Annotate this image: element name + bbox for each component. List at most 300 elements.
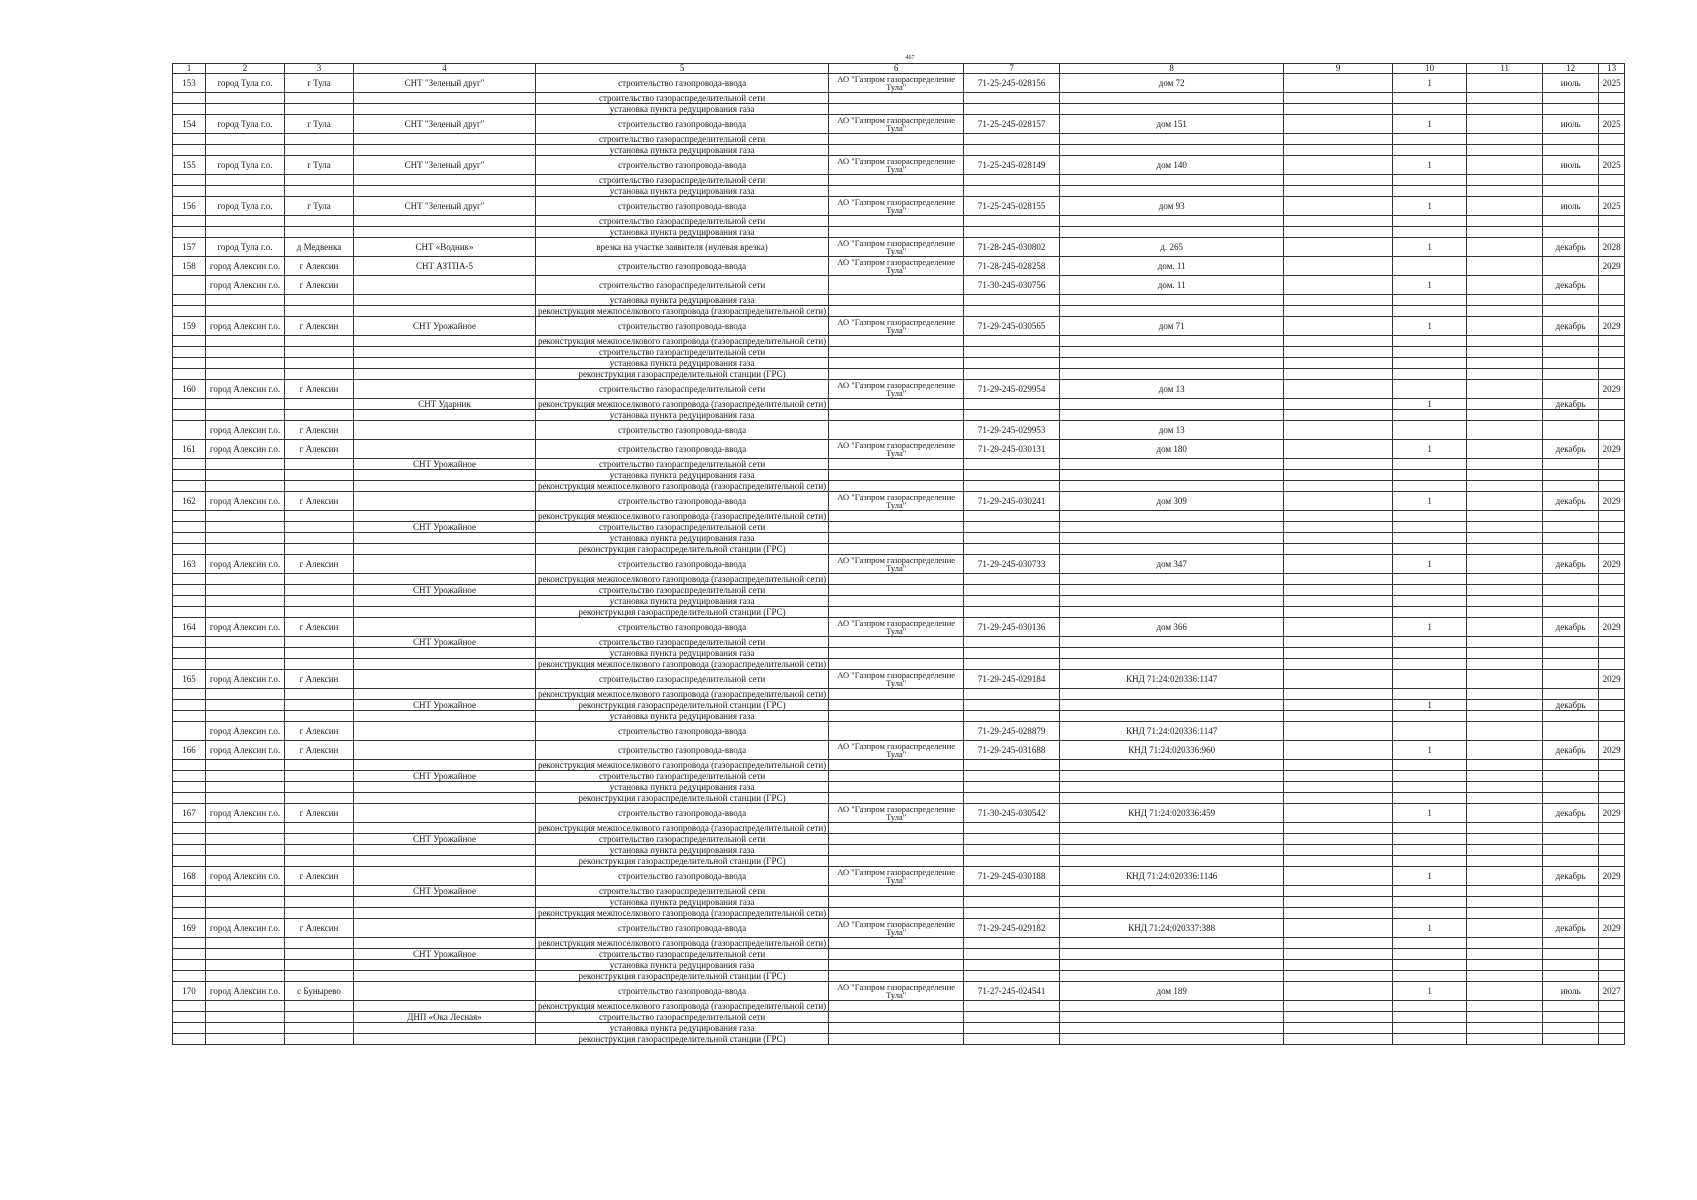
table-cell — [1284, 197, 1393, 216]
table-cell: 1 — [1393, 982, 1467, 1001]
table-cell — [1599, 908, 1625, 919]
table-cell — [1599, 971, 1625, 982]
table-row — [173, 544, 1625, 555]
table-cell — [1284, 648, 1393, 659]
table-cell — [1599, 358, 1625, 369]
table-cell — [1393, 908, 1467, 919]
table-cell — [354, 574, 536, 585]
table-cell: 2025 — [1599, 74, 1625, 93]
table-cell — [1467, 760, 1543, 771]
table-cell: 163 — [173, 555, 206, 574]
table-cell: АО "Газпром газораспределение Тула" — [829, 380, 964, 399]
table-cell — [1060, 596, 1284, 607]
table-cell: декабрь — [1543, 317, 1599, 336]
table-cell — [1543, 347, 1599, 358]
table-cell — [1060, 648, 1284, 659]
table-cell: 71-29-245-029953 — [964, 421, 1060, 440]
table-cell — [1467, 533, 1543, 544]
table-cell: 1 — [1393, 867, 1467, 886]
table-cell: КНД 71:24:020336:1147 — [1060, 722, 1284, 741]
table-cell: 71-28-245-028258 — [964, 257, 1060, 276]
table-cell — [285, 544, 354, 555]
table-cell — [206, 823, 285, 834]
table-cell: установка пункта редуцирования газа — [536, 358, 829, 369]
table-cell: СНТ Урожайное — [354, 834, 536, 845]
table-cell — [1284, 1001, 1393, 1012]
table-cell — [285, 470, 354, 481]
table-cell — [206, 511, 285, 522]
table-cell: г Алексин — [285, 492, 354, 511]
table-cell — [285, 1034, 354, 1045]
table-cell: реконструкция межпоселкового газопровода (газораспределительной сети) — [536, 659, 829, 670]
table-cell — [1284, 276, 1393, 295]
table-cell — [285, 845, 354, 856]
column-header: 12 — [1543, 64, 1599, 74]
table-cell — [1060, 295, 1284, 306]
table-cell — [1284, 845, 1393, 856]
table-cell — [1060, 711, 1284, 722]
table-cell — [1467, 1034, 1543, 1045]
table-cell: 1 — [1393, 238, 1467, 257]
table-cell — [285, 399, 354, 410]
table-cell — [285, 782, 354, 793]
table-cell — [1467, 596, 1543, 607]
table-cell: д Медвенка — [285, 238, 354, 257]
table-cell — [964, 1012, 1060, 1023]
table-cell — [354, 216, 536, 227]
table-cell — [1284, 186, 1393, 197]
table-row — [173, 347, 1625, 358]
table-cell — [1060, 938, 1284, 949]
table-cell — [829, 938, 964, 949]
table-cell — [1467, 607, 1543, 618]
table-cell: 1 — [1393, 74, 1467, 93]
table-cell — [173, 410, 206, 421]
table-cell — [1393, 659, 1467, 670]
table-cell — [206, 410, 285, 421]
table-cell — [285, 938, 354, 949]
table-cell — [1599, 93, 1625, 104]
table-cell — [173, 971, 206, 982]
table-cell: КНД 71:24:020336:1147 — [1060, 670, 1284, 689]
table-cell — [285, 585, 354, 596]
table-cell — [1393, 93, 1467, 104]
table-cell — [206, 216, 285, 227]
table-cell — [173, 596, 206, 607]
table-cell: строительство газораспределительной сети — [536, 771, 829, 782]
table-row — [173, 960, 1625, 971]
table-cell — [1543, 823, 1599, 834]
table-cell — [173, 949, 206, 960]
table-row — [173, 156, 1625, 175]
table-cell — [173, 897, 206, 908]
table-cell — [354, 369, 536, 380]
table-cell — [964, 216, 1060, 227]
table-cell: строительство газопровода-ввода — [536, 317, 829, 336]
table-cell — [1284, 938, 1393, 949]
table-cell — [173, 544, 206, 555]
table-cell — [829, 574, 964, 585]
table-cell — [354, 533, 536, 544]
table-cell: 153 — [173, 74, 206, 93]
table-cell — [285, 793, 354, 804]
table-cell: 1 — [1393, 440, 1467, 459]
table-cell — [1393, 459, 1467, 470]
table-cell — [1284, 216, 1393, 227]
table-cell — [1467, 544, 1543, 555]
table-cell — [1284, 93, 1393, 104]
table-cell: декабрь — [1543, 804, 1599, 823]
table-cell: 166 — [173, 741, 206, 760]
table-cell — [1284, 834, 1393, 845]
table-cell: СНТ Урожайное — [354, 522, 536, 533]
table-cell — [964, 399, 1060, 410]
table-cell — [1393, 760, 1467, 771]
table-cell — [964, 637, 1060, 648]
table-cell: строительство газораспределительной сети — [536, 637, 829, 648]
table-cell — [1599, 216, 1625, 227]
table-cell — [964, 175, 1060, 186]
table-cell: 156 — [173, 197, 206, 216]
table-cell — [173, 533, 206, 544]
table-cell — [206, 533, 285, 544]
table-cell — [1467, 938, 1543, 949]
table-cell — [1543, 938, 1599, 949]
table-cell — [1284, 511, 1393, 522]
table-cell — [354, 596, 536, 607]
table-cell: город Тула г.о. — [206, 115, 285, 134]
table-cell: реконструкция межпоселкового газопровода (газораспределительной сети) — [536, 908, 829, 919]
table-cell — [1393, 722, 1467, 741]
table-cell — [354, 347, 536, 358]
table-cell: строительство газопровода-ввода — [536, 555, 829, 574]
table-cell: г Алексин — [285, 670, 354, 689]
table-cell: г Алексин — [285, 380, 354, 399]
table-cell — [1467, 618, 1543, 637]
table-cell: строительство газораспределительной сети — [536, 276, 829, 295]
table-cell — [964, 533, 1060, 544]
table-cell: 2029 — [1599, 804, 1625, 823]
table-cell — [206, 336, 285, 347]
table-row — [173, 336, 1625, 347]
table-cell — [354, 358, 536, 369]
table-row — [173, 596, 1625, 607]
table-cell — [354, 741, 536, 760]
table-cell — [1543, 585, 1599, 596]
table-cell — [1284, 897, 1393, 908]
table-cell: СНТ "Зеленый друг" — [354, 115, 536, 134]
table-cell — [206, 574, 285, 585]
table-cell — [829, 897, 964, 908]
table-cell: реконструкция газораспределительной станции (ГРС) — [536, 700, 829, 711]
table-cell — [829, 659, 964, 670]
table-cell — [1543, 760, 1599, 771]
table-cell — [285, 1001, 354, 1012]
table-cell — [206, 886, 285, 897]
table-cell: установка пункта редуцирования газа — [536, 845, 829, 856]
table-cell — [829, 782, 964, 793]
table-cell — [829, 216, 964, 227]
table-row — [173, 93, 1625, 104]
table-cell — [354, 511, 536, 522]
table-cell — [354, 760, 536, 771]
table-cell: 1 — [1393, 741, 1467, 760]
table-cell — [829, 459, 964, 470]
table-cell — [206, 711, 285, 722]
table-cell — [354, 421, 536, 440]
table-cell — [829, 336, 964, 347]
table-cell: строительство газопровода-ввода — [536, 492, 829, 511]
table-cell — [1284, 971, 1393, 982]
table-cell — [1060, 511, 1284, 522]
table-row — [173, 897, 1625, 908]
table-cell — [173, 186, 206, 197]
table-cell: город Алексин г.о. — [206, 618, 285, 637]
table-cell: декабрь — [1543, 919, 1599, 938]
table-cell — [206, 227, 285, 238]
table-cell — [1599, 949, 1625, 960]
table-cell — [1393, 886, 1467, 897]
table-cell — [1599, 771, 1625, 782]
table-row — [173, 257, 1625, 276]
table-row — [173, 522, 1625, 533]
table-cell — [285, 522, 354, 533]
table-cell — [206, 949, 285, 960]
table-row — [173, 982, 1625, 1001]
page-number: 467 — [905, 55, 915, 61]
table-cell: декабрь — [1543, 492, 1599, 511]
table-cell: установка пункта редуцирования газа — [536, 897, 829, 908]
table-row — [173, 760, 1625, 771]
table-cell — [964, 347, 1060, 358]
table-cell — [285, 347, 354, 358]
table-cell: строительство газораспределительной сети — [536, 93, 829, 104]
table-cell — [1467, 960, 1543, 971]
table-cell: строительство газопровода-ввода — [536, 440, 829, 459]
table-cell — [964, 760, 1060, 771]
table-cell — [354, 823, 536, 834]
table-cell — [964, 1034, 1060, 1045]
table-cell: г Тула — [285, 115, 354, 134]
table-cell — [173, 175, 206, 186]
table-cell — [173, 459, 206, 470]
table-cell: реконструкция межпоселкового газопровода (газораспределительной сети) — [536, 823, 829, 834]
table-cell — [1467, 659, 1543, 670]
table-cell — [354, 689, 536, 700]
table-cell — [1284, 949, 1393, 960]
table-cell — [829, 834, 964, 845]
table-cell — [206, 971, 285, 982]
table-cell — [206, 358, 285, 369]
table-row — [173, 533, 1625, 544]
table-cell: 2029 — [1599, 380, 1625, 399]
table-cell — [1543, 358, 1599, 369]
table-cell: строительство газораспределительной сети — [536, 949, 829, 960]
table-cell — [1543, 1034, 1599, 1045]
table-cell — [1599, 886, 1625, 897]
table-cell — [1393, 369, 1467, 380]
table-cell — [1599, 711, 1625, 722]
table-cell — [173, 399, 206, 410]
table-cell: город Тула г.о. — [206, 197, 285, 216]
table-cell: декабрь — [1543, 741, 1599, 760]
table-cell — [1060, 347, 1284, 358]
table-cell — [206, 104, 285, 115]
table-cell — [1393, 380, 1467, 399]
table-cell: дом 93 — [1060, 197, 1284, 216]
table-row — [173, 771, 1625, 782]
table-cell — [1543, 369, 1599, 380]
table-cell — [173, 421, 206, 440]
table-cell — [1467, 1001, 1543, 1012]
table-cell — [285, 358, 354, 369]
table-cell: строительство газораспределительной сети — [536, 216, 829, 227]
table-cell: 1 — [1393, 555, 1467, 574]
table-cell: реконструкция межпоселкового газопровода (газораспределительной сети) — [536, 481, 829, 492]
table-row — [173, 670, 1625, 689]
table-cell — [964, 856, 1060, 867]
table-row — [173, 585, 1625, 596]
table-cell: строительство газопровода-ввода — [536, 804, 829, 823]
table-cell — [1060, 533, 1284, 544]
table-cell: 165 — [173, 670, 206, 689]
table-cell — [1543, 845, 1599, 856]
table-cell — [964, 93, 1060, 104]
table-cell — [285, 834, 354, 845]
table-cell — [1599, 700, 1625, 711]
table-cell — [206, 782, 285, 793]
table-cell — [1543, 771, 1599, 782]
table-cell: реконструкция межпоселкового газопровода (газораспределительной сети) — [536, 760, 829, 771]
table-cell — [285, 1023, 354, 1034]
table-cell — [1393, 1023, 1467, 1034]
table-cell: установка пункта редуцирования газа — [536, 295, 829, 306]
table-cell — [354, 648, 536, 659]
table-cell — [1393, 216, 1467, 227]
table-cell: реконструкция газораспределительной станции (ГРС) — [536, 369, 829, 380]
table-cell: 2029 — [1599, 867, 1625, 886]
table-cell — [829, 481, 964, 492]
table-cell — [1543, 960, 1599, 971]
table-cell: КНД 71:24:020336:459 — [1060, 804, 1284, 823]
column-header: 2 — [206, 64, 285, 74]
table-cell — [1599, 1012, 1625, 1023]
table-cell — [964, 227, 1060, 238]
table-cell — [1393, 306, 1467, 317]
table-cell — [1599, 276, 1625, 295]
table-cell — [829, 358, 964, 369]
table-cell — [1284, 115, 1393, 134]
table-cell — [1393, 689, 1467, 700]
table-cell — [1060, 145, 1284, 156]
table-cell: город Алексин г.о. — [206, 867, 285, 886]
table-row — [173, 845, 1625, 856]
table-cell — [354, 897, 536, 908]
table-cell — [1543, 134, 1599, 145]
table-cell — [1543, 175, 1599, 186]
table-cell: строительство газораспределительной сети — [536, 886, 829, 897]
table-cell — [354, 1023, 536, 1034]
table-cell — [829, 856, 964, 867]
table-cell — [829, 711, 964, 722]
table-cell: дом 71 — [1060, 317, 1284, 336]
table-cell — [1599, 596, 1625, 607]
table-cell: 161 — [173, 440, 206, 459]
table-cell — [173, 216, 206, 227]
table-cell — [964, 823, 1060, 834]
table-cell — [964, 574, 1060, 585]
table-cell — [1060, 227, 1284, 238]
table-cell — [1543, 336, 1599, 347]
table-cell — [285, 175, 354, 186]
table-cell — [1599, 399, 1625, 410]
table-body — [173, 64, 1625, 1045]
table-cell: установка пункта редуцирования газа — [536, 596, 829, 607]
table-cell — [354, 722, 536, 741]
table-cell: г Алексин — [285, 919, 354, 938]
table-cell — [285, 823, 354, 834]
table-cell — [1467, 511, 1543, 522]
table-cell — [1393, 823, 1467, 834]
table-row — [173, 711, 1625, 722]
table-cell — [173, 637, 206, 648]
table-cell — [1393, 470, 1467, 481]
table-cell: КНД 71:24:020337:388 — [1060, 919, 1284, 938]
table-cell — [829, 760, 964, 771]
table-cell: 71-29-245-031688 — [964, 741, 1060, 760]
table-row — [173, 380, 1625, 399]
table-cell: реконструкция межпоселкового газопровода (газораспределительной сети) — [536, 689, 829, 700]
table-cell — [1543, 1001, 1599, 1012]
table-cell — [1284, 336, 1393, 347]
table-cell — [1060, 834, 1284, 845]
table-cell — [1543, 856, 1599, 867]
table-cell: город Алексин г.о. — [206, 555, 285, 574]
table-cell — [1284, 670, 1393, 689]
table-cell: КНД 71:24:020336:1146 — [1060, 867, 1284, 886]
table-row — [173, 74, 1625, 93]
table-cell: город Алексин г.о. — [206, 380, 285, 399]
table-cell — [1599, 145, 1625, 156]
table-cell — [1060, 481, 1284, 492]
table-cell: строительство газораспределительной сети — [536, 670, 829, 689]
table-cell: 2028 — [1599, 238, 1625, 257]
table-cell: 71-30-245-030756 — [964, 276, 1060, 295]
table-row — [173, 908, 1625, 919]
table-cell: декабрь — [1543, 618, 1599, 637]
table-cell — [829, 689, 964, 700]
table-cell — [354, 295, 536, 306]
table-cell — [1467, 317, 1543, 336]
table-cell — [206, 522, 285, 533]
table-cell — [1543, 711, 1599, 722]
table-cell — [964, 585, 1060, 596]
table-cell: установка пункта редуцирования газа — [536, 470, 829, 481]
table-cell: строительство газопровода-ввода — [536, 919, 829, 938]
table-cell: 71-29-245-030188 — [964, 867, 1060, 886]
table-cell — [829, 276, 964, 295]
table-row — [173, 115, 1625, 134]
table-cell — [1467, 358, 1543, 369]
table-cell — [285, 1012, 354, 1023]
table-cell: СНТ АЗТПА-5 — [354, 257, 536, 276]
table-cell — [1393, 1034, 1467, 1045]
table-cell — [285, 574, 354, 585]
table-cell: декабрь — [1543, 238, 1599, 257]
table-cell — [1060, 659, 1284, 670]
table-cell — [1599, 585, 1625, 596]
table-cell: дом 366 — [1060, 618, 1284, 637]
